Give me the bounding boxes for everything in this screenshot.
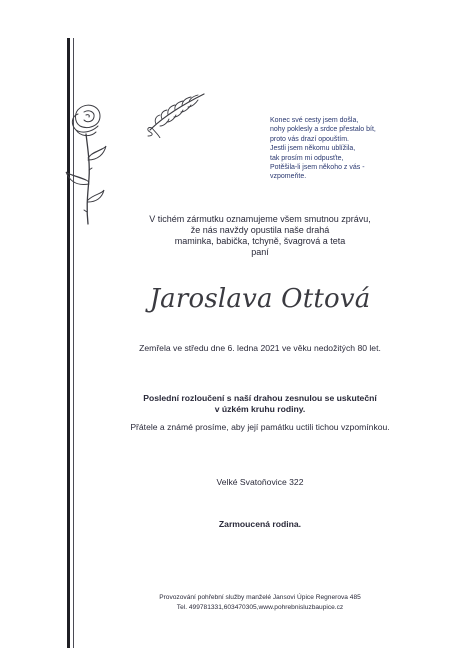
death-notice: Zemřela ve středu dne 6. ledna 2021 ve věku nedožitých 80 let.: [139, 343, 381, 353]
announcement-line: maminka, babička, tchyně, švagrová a teta: [174, 236, 346, 246]
funeral-service-footer: [100, 593, 420, 612]
poem-line: Konec své cesty jsem došla,: [270, 117, 359, 124]
feather-icon: [140, 88, 210, 138]
address: Velké Svatoňovice 322: [216, 477, 304, 487]
poem-line: proto vás drazí opouštím.: [270, 135, 349, 143]
poem-line: tak prosím mi odpusťte,: [270, 154, 344, 162]
announcement-line: paní: [251, 247, 269, 257]
family-signature: Zarmoucená rodina.: [218, 519, 302, 529]
poem-line: Potěšila-li jsem někoho z vás -: [270, 164, 365, 172]
announcement-block: [100, 214, 420, 258]
poem-block: [270, 116, 420, 182]
poem-line: Jestli jsem někomu ublížila,: [270, 145, 356, 153]
friends-note: Přátele a známé prosíme, aby její památku uctili tichou vzpomínkou.: [130, 422, 390, 432]
poem-line: nohy poklesly a srdce přestalo bít,: [270, 126, 376, 134]
farewell-line: v úzkém kruhu rodiny.: [214, 404, 306, 414]
farewell-line: Poslední rozloučení s naší drahou zesnulou se uskuteční: [143, 393, 377, 403]
farewell-block: [100, 393, 420, 415]
footer-line: Provozování pohřební služby manželé Jansovi Úpice Regnerova 485: [159, 594, 361, 601]
announcement-line: V tichém zármutku oznamujeme všem smutnou zprávu,: [149, 214, 371, 224]
poem-line: vzpomeňte.: [270, 173, 307, 181]
announcement-line: že nás navždy opustila naše drahá: [190, 225, 330, 235]
deceased-name: Jaroslava Ottová: [149, 284, 371, 314]
footer-line: Tel. 499781331,603470305,www.pohrebnisluzbaupice.cz: [176, 603, 344, 611]
rose-icon: [56, 100, 116, 230]
